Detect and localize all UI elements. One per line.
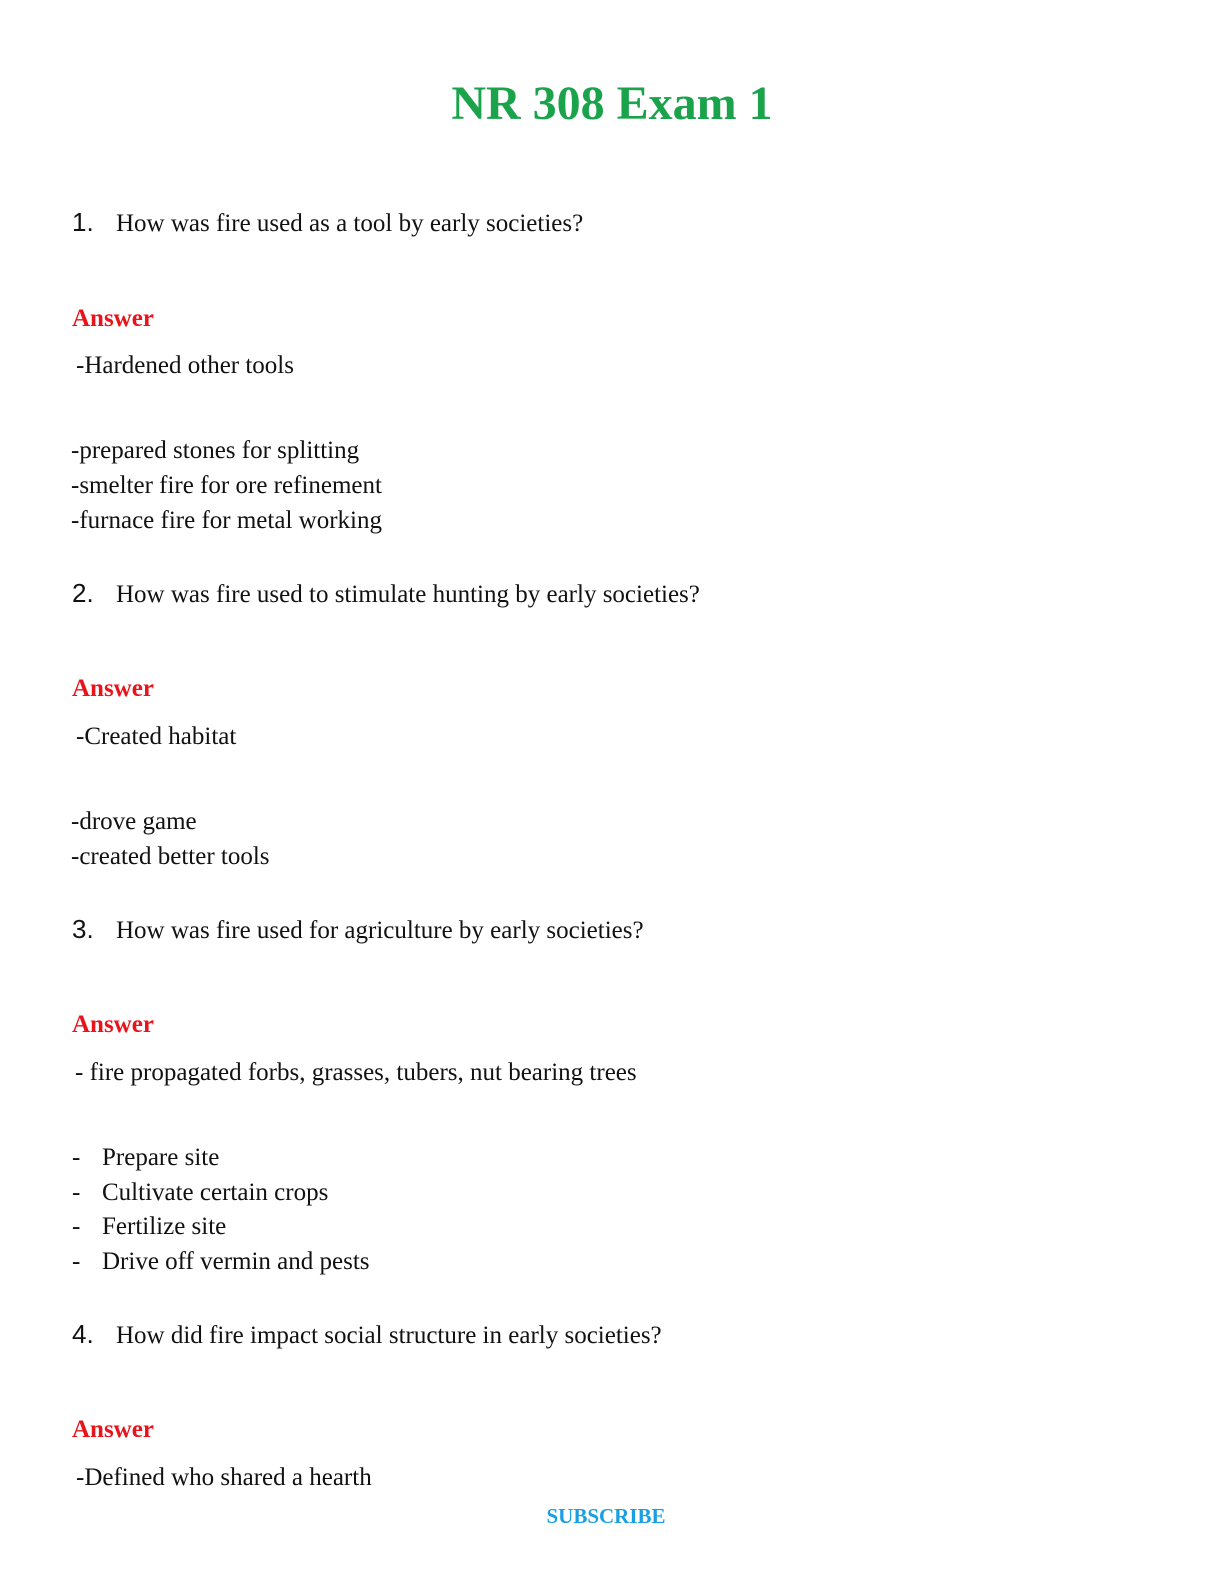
bullet-item <box>72 1211 226 1243</box>
answer-line: -smelter fire for ore refinement <box>71 472 382 499</box>
document-title: NR 308 Exam 1 <box>451 77 773 130</box>
answer-label: Answer <box>72 1011 154 1038</box>
question-number: 3. <box>72 914 94 944</box>
bullet-item <box>72 1177 328 1209</box>
bullet-text: Prepare site <box>102 1144 220 1171</box>
bullet-dash: - <box>72 1144 81 1171</box>
answer-line: -prepared stones for splitting <box>71 437 360 464</box>
bullet-dash: - <box>72 1248 81 1275</box>
answer-line: -Hardened other tools <box>76 352 294 379</box>
answer-line: -drove game <box>71 808 197 835</box>
answer-line: -Defined who shared a hearth <box>76 1464 372 1491</box>
question-3 <box>72 913 644 947</box>
bullet-dash: - <box>72 1179 81 1206</box>
subscribe-link[interactable]: SUBSCRIBE <box>546 1504 666 1528</box>
bullet-text: Cultivate certain crops <box>102 1179 329 1206</box>
question-number: 4. <box>72 1319 94 1349</box>
answer-label: Answer <box>72 675 154 702</box>
question-1 <box>72 206 583 240</box>
bullet-item <box>72 1246 370 1278</box>
bullet-text: Drive off vermin and pests <box>102 1248 370 1275</box>
question-text: How did fire impact social structure in early societies? <box>116 1322 662 1349</box>
answer-line: - fire propagated forbs, grasses, tubers, nut bearing trees <box>75 1059 637 1086</box>
answer-label: Answer <box>72 1416 154 1443</box>
question-text: How was fire used for agriculture by early societies? <box>116 917 644 944</box>
question-text: How was fire used to stimulate hunting by early societies? <box>116 581 700 608</box>
answer-line: -Created habitat <box>76 723 237 750</box>
answer-label: Answer <box>72 305 154 332</box>
bullet-item <box>72 1142 219 1174</box>
bullet-text: Fertilize site <box>102 1213 227 1240</box>
question-number: 2. <box>72 578 94 608</box>
question-4 <box>72 1318 662 1352</box>
bullet-dash: - <box>72 1213 81 1240</box>
question-2 <box>72 577 700 611</box>
question-number: 1. <box>72 207 94 237</box>
question-text: How was fire used as a tool by early societies? <box>116 210 584 237</box>
answer-line: -created better tools <box>71 843 270 870</box>
answer-line: -furnace fire for metal working <box>71 507 382 534</box>
